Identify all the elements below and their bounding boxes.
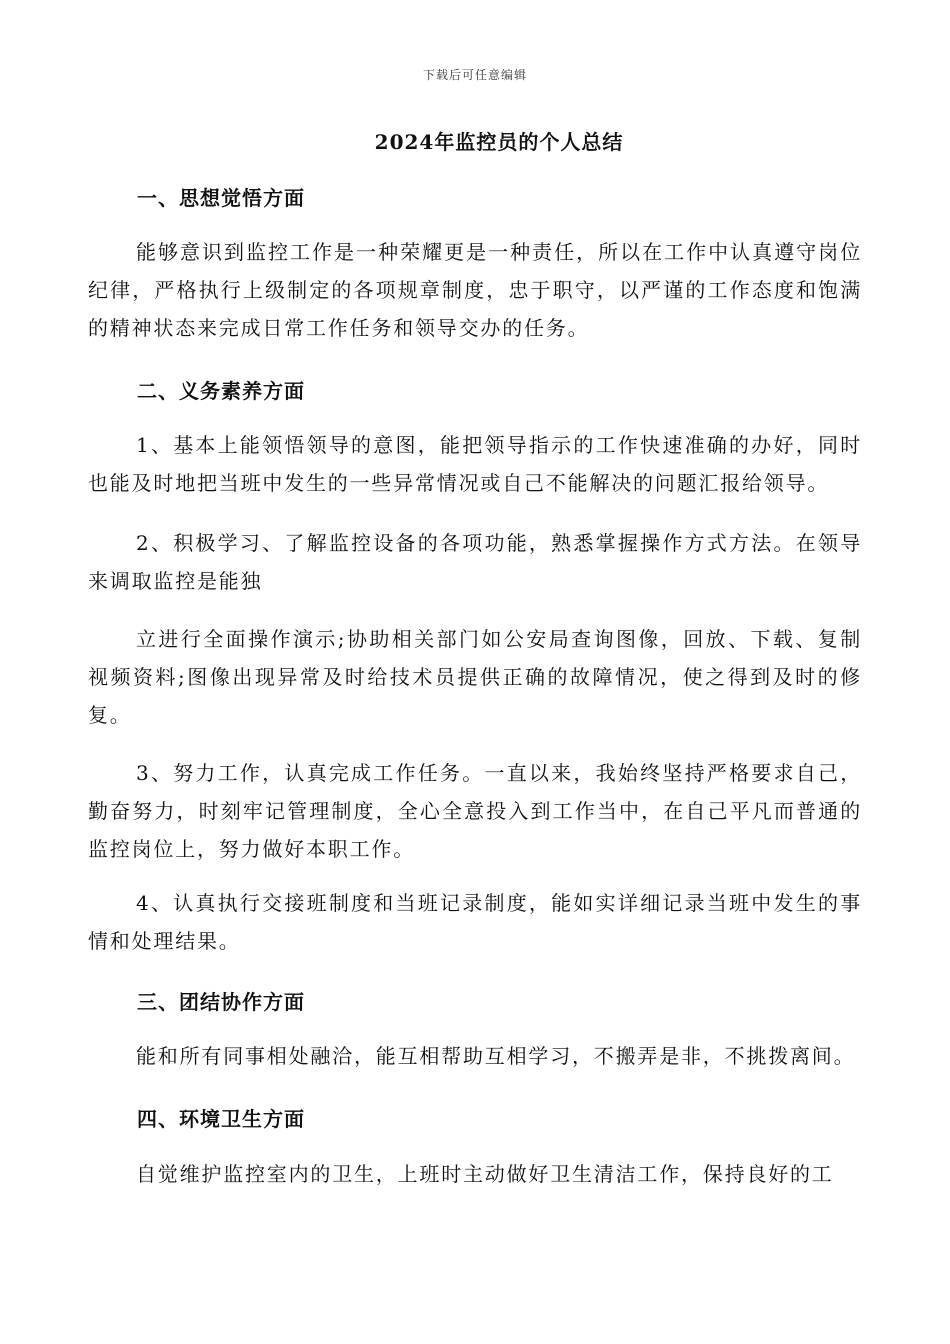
section-1-paragraph-1: 能够意识到监控工作是一种荣耀更是一种责任，所以在工作中认真遵守岗位纪律，严格执行上级制定的各项规章制度，忠于职守，以严谨的工作态度和饱满的精神状态来完成日常工作任务和领导交办的任务。 xyxy=(88,240,862,340)
section-2-paragraph-2: 2、积极学习、了解监控设备的各项功能，熟悉掌握操作方式方法。在领导来调取监控是能独 xyxy=(88,531,862,593)
document-title: 2024年监控员的个人总结 xyxy=(374,130,624,154)
section-2-paragraph-3: 立进行全面操作演示;协助相关部门如公安局查询图像，回放、下载、复制视频资料;图像出现异常及时给技术员提供正确的故障情况，使之得到及时的修复。 xyxy=(88,627,862,727)
section-heading-3: 三、团结协作方面 xyxy=(137,990,305,1014)
section-heading-1: 一、思想觉悟方面 xyxy=(137,186,305,210)
section-2-paragraph-1: 1、基本上能领悟领导的意图，能把领导指示的工作快速准确的办好，同时也能及时地把当班中发生的一些异常情况或自己不能解决的问题汇报给领导。 xyxy=(88,433,862,495)
section-4-paragraph-1: 自觉维护监控室内的卫生，上班时主动做好卫生清洁工作，保持良好的工 xyxy=(136,1162,834,1186)
section-heading-2: 二、义务素养方面 xyxy=(137,379,305,403)
section-2-paragraph-4: 3、努力工作，认真完成工作任务。一直以来，我始终坚持严格要求自己，勤奋努力，时刻牢记管理制度，全心全意投入到工作当中，在自己平凡而普通的监控岗位上，努力做好本职工作。 xyxy=(88,761,862,861)
header-note: 下载后可任意编辑 xyxy=(422,68,527,82)
section-heading-4: 四、环境卫生方面 xyxy=(137,1107,305,1131)
section-2-paragraph-5: 4、认真执行交接班制度和当班记录制度，能如实详细记录当班中发生的事情和处理结果。 xyxy=(88,891,862,953)
section-3-paragraph-1: 能和所有同事相处融洽，能互相帮助互相学习，不搬弄是非，不挑拨离间。 xyxy=(136,1044,856,1068)
